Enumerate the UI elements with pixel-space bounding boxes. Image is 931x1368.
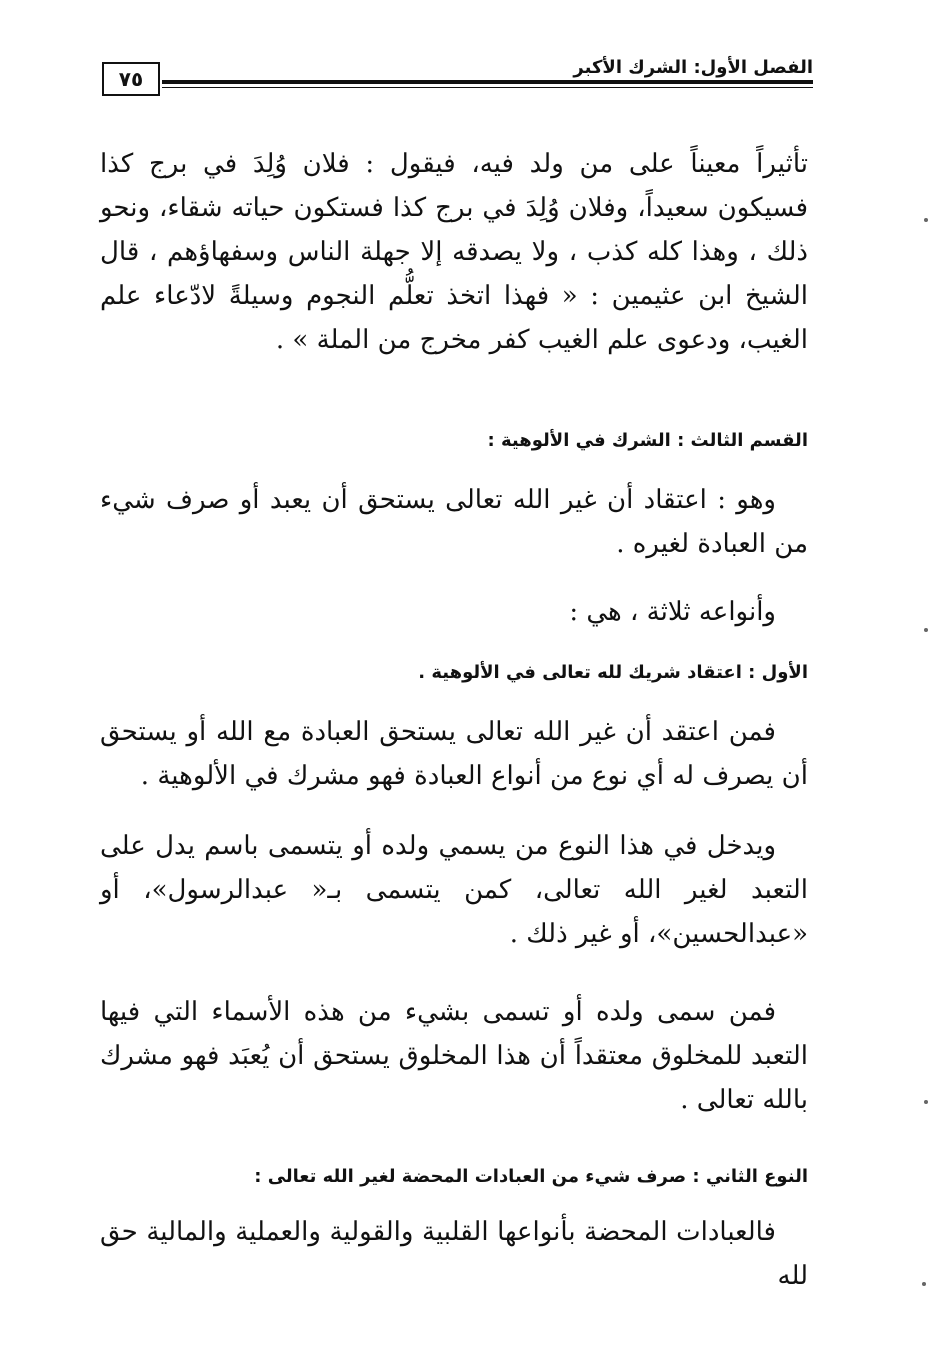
scan-speck — [922, 1282, 926, 1286]
subheading-first-type: الأول : اعتقاد شريك لله تعالى في الألوهية . — [418, 662, 808, 683]
header-rule-thin — [162, 87, 813, 88]
paragraph-naming-ruling: فمن سمى ولده أو تسمى بشيء من هذه الأسماء التي فيها التعبد للمخلوق معتقداً أن هذا المخلوق يستحق أن يُعبَد فهو مشرك بالله تعالى . — [100, 997, 808, 1115]
chapter-header-title: الفصل الأول: الشرك الأكبر — [573, 57, 813, 78]
section-heading-uluhiyya: القسم الثالث : الشرك في الألوهية : — [487, 430, 808, 451]
scan-speck — [924, 628, 928, 632]
paragraph-pure-worship: فالعبادات المحضة بأنواعها القلبية والقولية والعملية والمالية حق لله — [100, 1217, 808, 1291]
paragraph-first-type: فمن اعتقد أن غير الله تعالى يستحق العبادة مع الله أو يستحق أن يصرف له أي نوع من أنواع العبادة فهو مشرك في الألوهية . — [100, 717, 808, 791]
header-rule-thick — [162, 80, 813, 84]
subheading-second-type: النوع الثاني : صرف شيء من العبادات المحضة لغير الله تعالى : — [254, 1166, 808, 1187]
paragraph-astrology: تأثيراً معيناً على من ولد فيه، فيقول : فلان وُلِدَ في برج كذا فسيكون سعيداً، وفلان وُلِدَ في برج كذا فستكون حياته شقاء، ونحو ذلك ، وهذا كله كذب ، ولا يصدقه إلا جهلة الناس وسفهاؤهم ، قال الشيخ ابن عثيمين : « فهذا اتخذ تعلُّم النجوم وسيلةً لادّعاء علم الغيب، ودعوى علم الغيب كفر مخرج من الملة » . — [100, 149, 808, 355]
paragraph-types: وأنواعه ثلاثة ، هي : — [569, 597, 776, 627]
paragraph-naming: ويدخل في هذا النوع من يسمي ولده أو يتسمى باسم يدل على التعبد لغير الله تعالى، كمن يتسمى بـ« عبدالرسول»، أو «عبدالحسين»، أو غير ذلك . — [100, 831, 808, 949]
scan-speck — [924, 1100, 928, 1104]
page-number-box — [102, 62, 160, 96]
page-number: ٧٥ — [118, 67, 144, 91]
scan-speck — [924, 218, 928, 222]
paragraph-definition: وهو : اعتقاد أن غير الله تعالى يستحق أن يعبد أو صرف شيء من العبادة لغيره . — [100, 485, 808, 559]
